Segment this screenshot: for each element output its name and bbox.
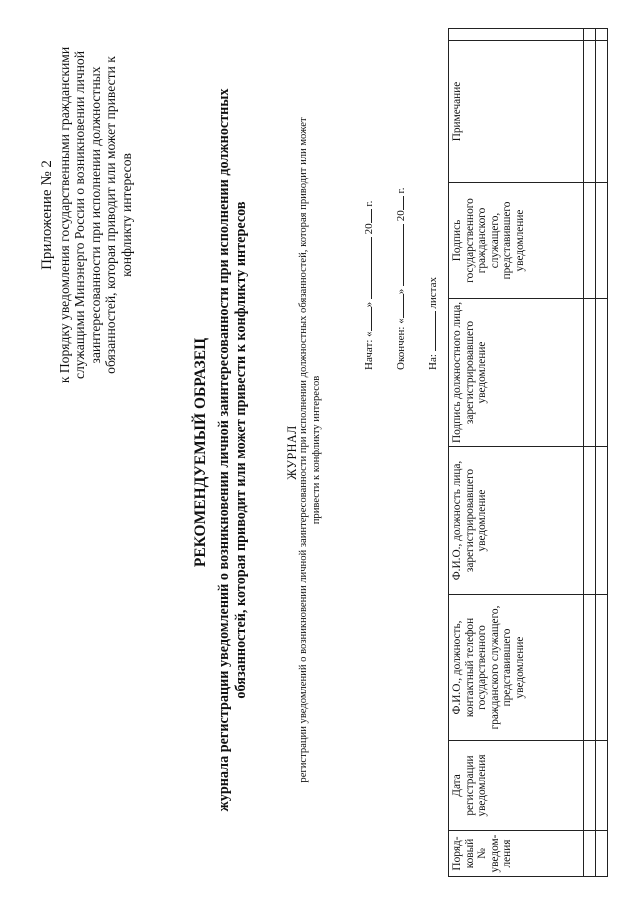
column-header-registrar-signature: Подпись должностного лица, зарегистрировавшего уведомление: [449, 299, 584, 447]
ended-date-line: [394, 187, 407, 370]
table-cell[interactable]: [584, 299, 596, 447]
table-header-row: [449, 29, 584, 877]
year-blank: [394, 196, 404, 210]
appendix-line: обязанностей, которая приводит или может привести к: [103, 56, 118, 374]
form-title: [216, 55, 250, 845]
table-cell[interactable]: [584, 831, 596, 877]
journal-title: ЖУРНАЛ: [285, 425, 299, 480]
table-cell[interactable]: [596, 595, 608, 741]
day-blank: [394, 294, 404, 318]
journal-subtitle-line: привести к конфликту интересов: [310, 375, 322, 525]
column-header-employee-signature: Подпись государственного гражданского служащего, представившего уведомление: [449, 183, 584, 299]
appendix-line: конфликту интересов: [118, 153, 134, 277]
month-blank: [362, 237, 372, 299]
column-header-note: Примечание: [449, 41, 584, 183]
table-cell[interactable]: [596, 447, 608, 595]
table-cell[interactable]: [584, 741, 596, 831]
pages-line: [426, 277, 439, 370]
table-cell[interactable]: [596, 183, 608, 299]
table-row: [596, 29, 608, 877]
table-cell[interactable]: [596, 41, 608, 183]
column-header-date: Дата регистрации уведомления: [449, 741, 584, 831]
year-prefix: 20: [395, 210, 407, 222]
quote-close: »: [363, 301, 375, 308]
journal-subtitle: [298, 15, 323, 885]
journal-subtitle-line: регистрации уведомлений о возникновении личной заинтересованности при исполнении должностных обязанностей, которая приводит или может: [298, 117, 309, 783]
register-table: [448, 28, 608, 877]
column-header-spare: [449, 29, 584, 41]
appendix-number: Приложение № 2: [39, 160, 55, 270]
table-cell[interactable]: [584, 183, 596, 299]
table-cell[interactable]: [596, 831, 608, 877]
month-blank: [394, 224, 404, 286]
appendix-line: заинтересованности при исполнении должностных: [87, 66, 103, 364]
started-date-line: [362, 201, 375, 370]
table-cell[interactable]: [584, 41, 596, 183]
year-prefix: 20: [363, 223, 375, 235]
column-header-employee: Ф.И.О., должность, контактный телефон государственного гражданского служащего, представившего уведомление: [449, 595, 584, 741]
table-row: [584, 29, 596, 877]
day-blank: [362, 307, 372, 331]
pages-label: На:: [427, 354, 439, 370]
quote-close: »: [395, 288, 407, 295]
form-title-line: журнала регистрации уведомлений о возникновении личной заинтересованности при исполнении должностных: [216, 88, 232, 812]
column-header-registrar: Ф.И.О., должность лица, зарегистрировавшего уведомление: [449, 447, 584, 595]
table-cell[interactable]: [596, 741, 608, 831]
recommended-sample-heading: РЕКОМЕНДУЕМЫЙ ОБРАЗЕЦ: [192, 337, 209, 568]
column-header-number: Поряд- ковый № уведом- ления: [449, 831, 584, 877]
ended-label: Окончен: «: [395, 318, 407, 370]
table-cell[interactable]: [584, 447, 596, 595]
table-cell[interactable]: [584, 29, 596, 41]
pages-suffix: листах: [427, 277, 439, 309]
table-cell[interactable]: [596, 299, 608, 447]
form-title-line: обязанностей, которая приводит или может привести к конфликту интересов: [233, 201, 249, 699]
table-cell[interactable]: [596, 29, 608, 41]
pages-blank: [426, 311, 436, 351]
year-suffix: г.: [395, 187, 407, 194]
year-suffix: г.: [363, 200, 375, 207]
table-cell[interactable]: [584, 595, 596, 741]
appendix-header: [40, 40, 134, 390]
year-blank: [362, 209, 372, 223]
appendix-line: служащими Минэнерго России о возникновении личной: [72, 51, 87, 380]
started-label: Начат: «: [363, 331, 375, 370]
appendix-line: к Порядку уведомления государственными гражданскими: [56, 46, 72, 384]
